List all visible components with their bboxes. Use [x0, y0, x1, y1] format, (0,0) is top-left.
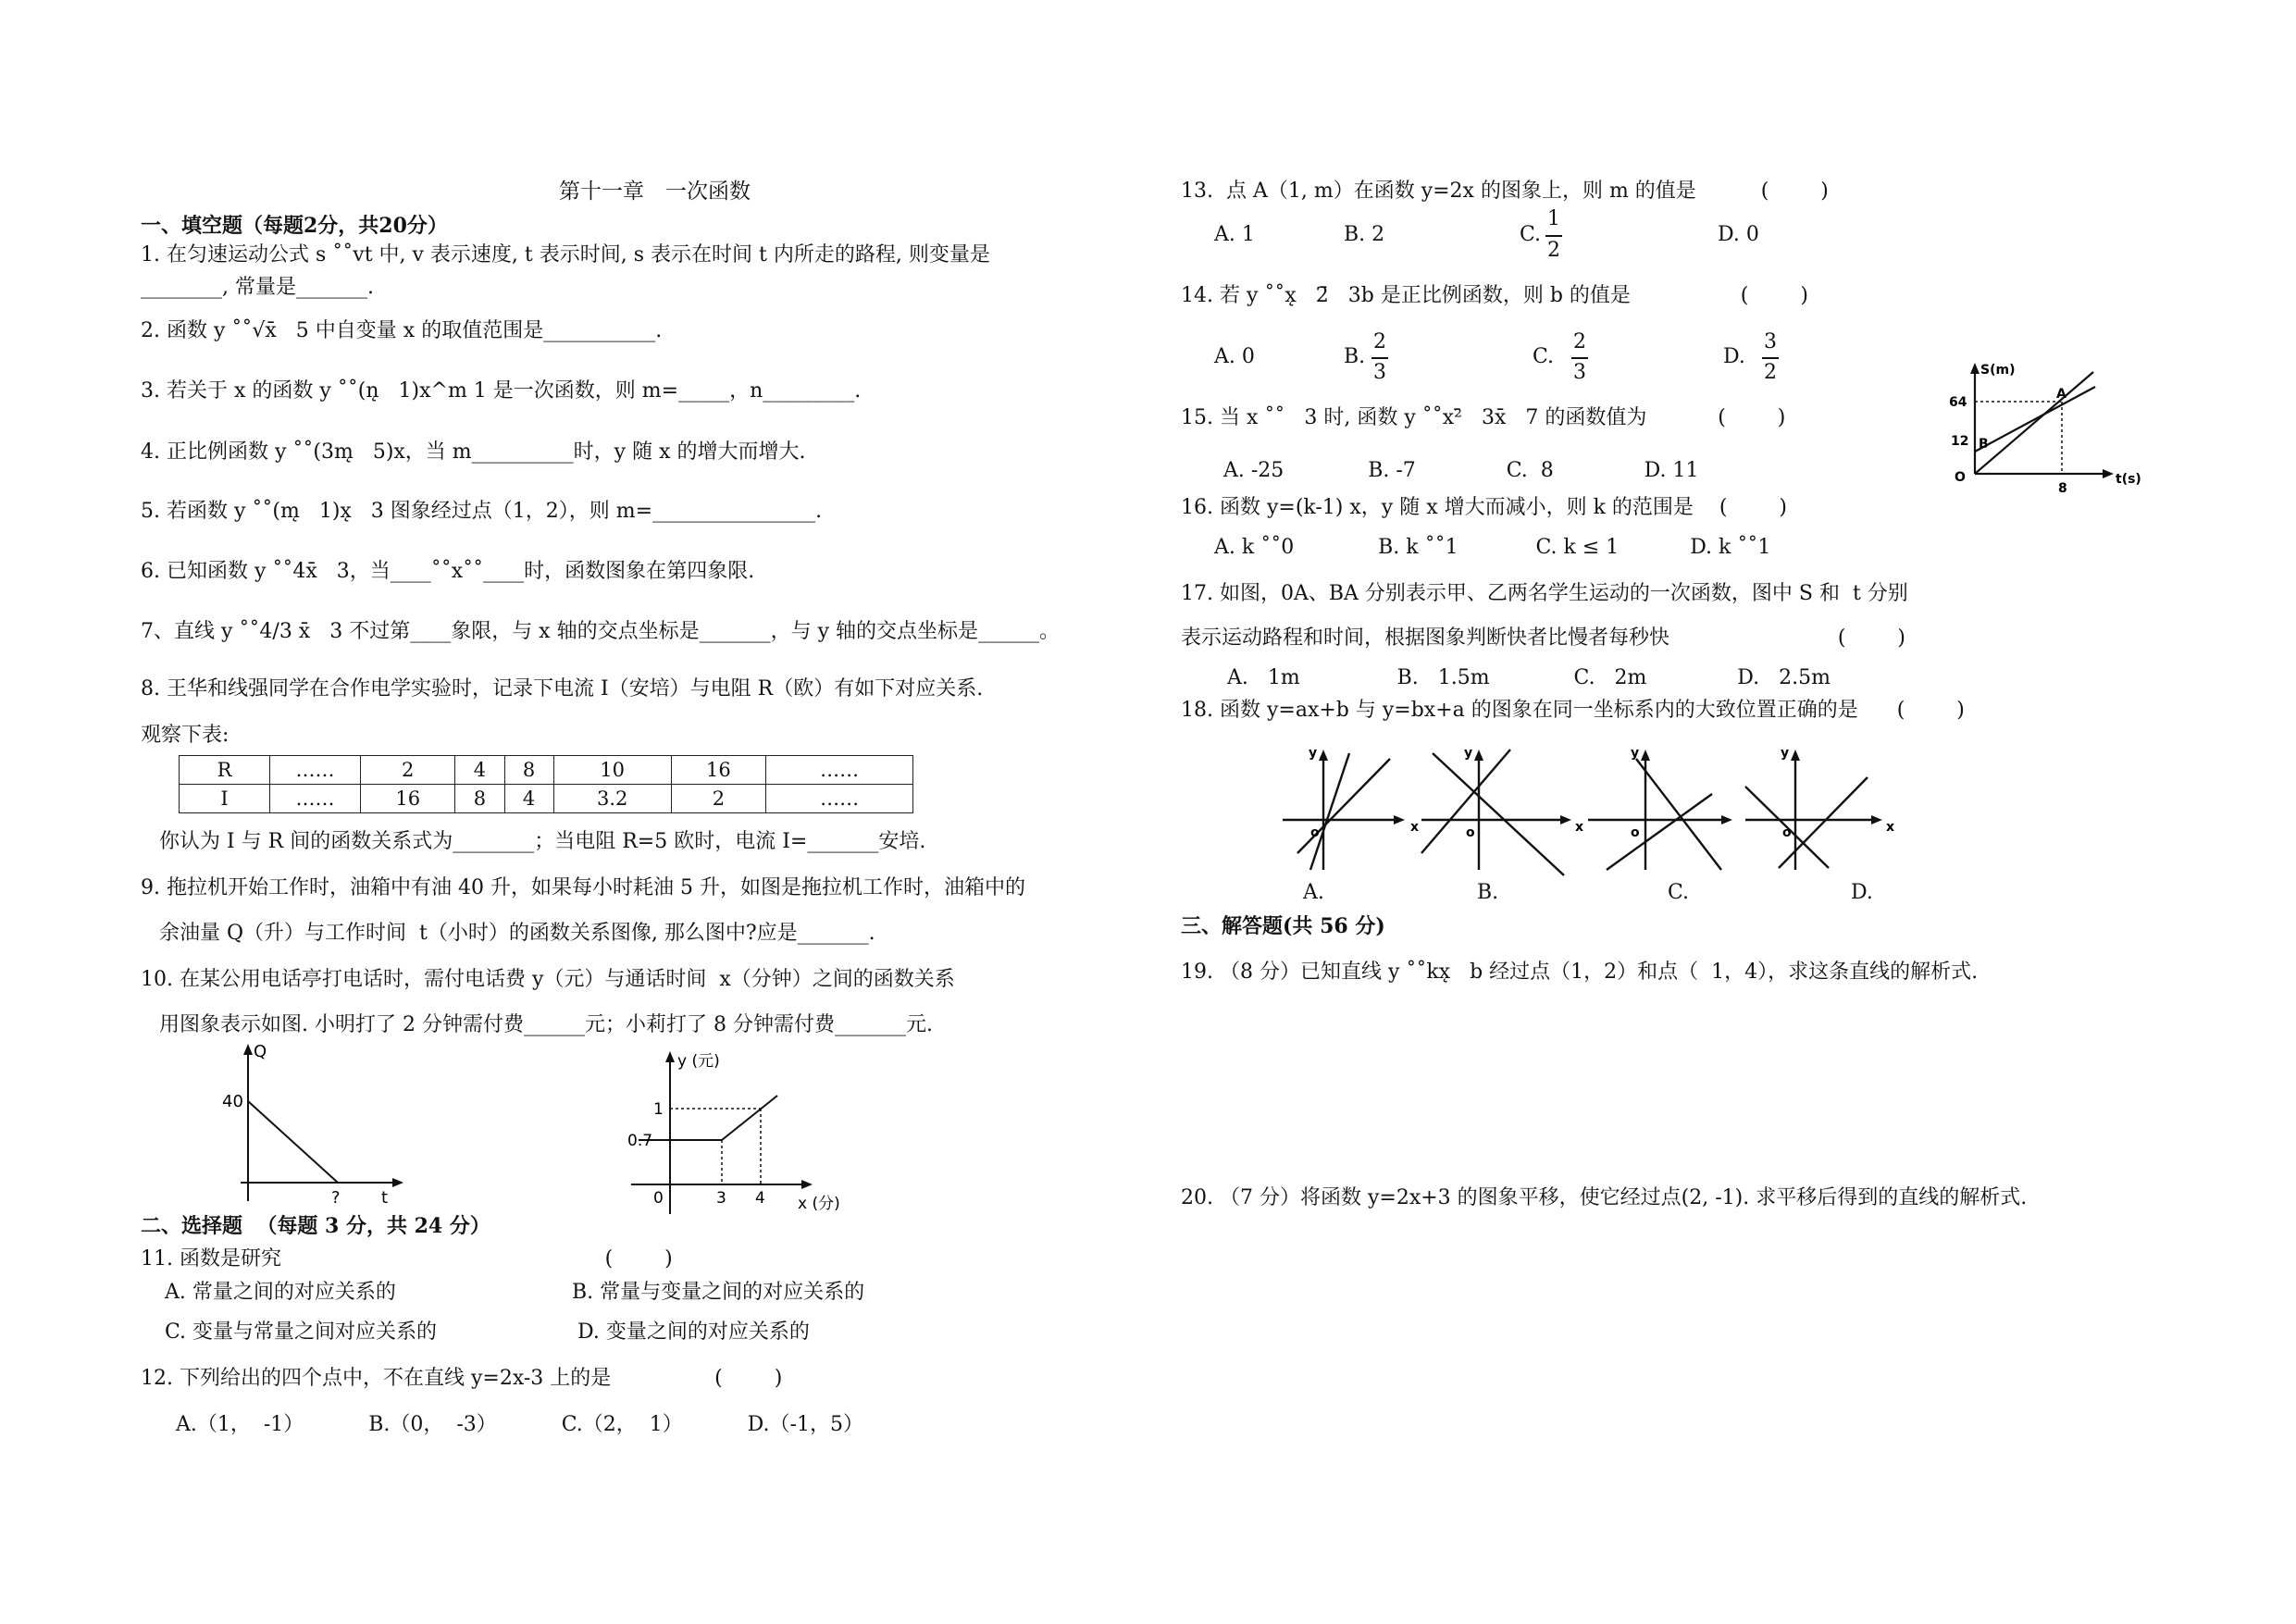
question-13-option-c: C. [1520, 223, 1542, 246]
axis-x-label: x [1886, 820, 1895, 835]
question-8-line1: 8. 王华和线强同学在合作电学实验时，记录下电流 I（安培）与电阻 R（欧）有如下对应关系. [141, 677, 984, 700]
table-cell: 3.2 [553, 785, 671, 813]
question-2: 2. 函数 y ˚˚√x̄ 5 中自变量 x 的取值范围是___________. [141, 319, 663, 342]
axis-y-label: y [1781, 746, 1790, 761]
motion-graph-origin: O [1955, 470, 1966, 485]
question-11-option-d: D. 变量之间的对应关系的 [577, 1320, 810, 1344]
question-11: 11. 函数是研究 ( ) [141, 1247, 673, 1271]
graph-option-b [1421, 746, 1583, 875]
question-16: 16. 函数 y=(k-1) x，y 随 x 增大而减小，则 k 的范围是 ( ) [1181, 496, 1787, 519]
table-cell: …… [766, 756, 913, 785]
motion-graph-point-b: B [1979, 437, 1989, 452]
table-cell: 10 [553, 756, 671, 785]
axis-x-label: x [1575, 820, 1584, 835]
question-11-option-b: B. 常量与变量之间的对应关系的 [572, 1281, 865, 1304]
graph-option-a [1283, 746, 1419, 870]
question-18-graphs [1283, 740, 1912, 888]
fuel-graph-ylabel: Q [254, 1042, 267, 1061]
question-18-label-b: B. [1477, 881, 1499, 904]
question-13-option-a: A. 1 [1214, 223, 1255, 246]
motion-graph-point-a: A [2056, 387, 2066, 402]
question-9-line2: 余油量 Q（升）与工作时间 t（小时）的函数关系图像, 那么图中?应是_______. [159, 922, 875, 945]
question-13-option-d: D. 0 [1718, 223, 1759, 246]
question-8-line2: 观察下表: [141, 724, 230, 747]
table-cell: 4 [455, 756, 504, 785]
table-cell: I [180, 785, 270, 813]
table-cell: 8 [455, 785, 504, 813]
resistance-current-table [179, 755, 913, 813]
table-cell: …… [270, 756, 361, 785]
question-13-c-numerator: 1 [1547, 207, 1560, 230]
question-1-line1: 1. 在匀速运动公式 s ˚˚vt 中, v 表示速度, t 表示时间, s 表示在时间 t 内所走的路程, 则变量是 [141, 243, 990, 267]
origin-label: o [1782, 825, 1792, 840]
table-cell: 16 [671, 756, 765, 785]
table-cell: …… [270, 785, 361, 813]
question-17-options: A. 1m B. 1.5m C. 2m D. 2.5m [1227, 666, 1831, 689]
question-14-d-denominator: 2 [1764, 361, 1777, 384]
section-fill-in: 一、填空题（每题2分，共20分） [141, 214, 448, 238]
phone-fee-xlabel: x (分) [798, 1195, 840, 1213]
question-6: 6. 已知函数 y ˚˚4x̄ 3，当____˚˚x˚˚____时，函数图象在第四象限. [141, 560, 755, 583]
question-12: 12. 下列给出的四个点中，不在直线 y=2x-3 上的是 ( ) [141, 1367, 783, 1390]
table-cell: 2 [671, 785, 765, 813]
question-10-line2: 用图象表示如图. 小明打了 2 分钟需付费______元；小莉打了 8 分钟需付费_______元. [159, 1013, 933, 1036]
question-18: 18. 函数 y=ax+b 与 y=bx+a 的图象在同一坐标系内的大致位置正确的是 ( ) [1181, 699, 1965, 722]
question-8-line3: 你认为 I 与 R 间的函数关系式为________；当电阻 R=5 欧时，电流 I=_______安培. [159, 830, 926, 853]
section-answer: 三、解答题(共 56 分) [1181, 914, 1385, 938]
question-11-option-c: C. 变量与常量之间对应关系的 [165, 1320, 438, 1344]
question-5: 5. 若函数 y ˚˚(m̨ 1)x̨ 3 图象经过点（1，2），则 m=________________. [141, 500, 823, 523]
question-17-line2: 表示运动路程和时间，根据图象判断快者比慢者每秒快 ( ) [1181, 626, 1905, 650]
axis-y-label: y [1309, 746, 1318, 761]
question-14-option-a: A. 0 [1214, 345, 1255, 368]
motion-graph-xlabel: t(s) [2116, 472, 2141, 487]
question-15: 15. 当 x ˚˚ 3 时, 函数 y ˚˚x²̄ 3x̄ 7 的函数值为 ( ) [1181, 406, 1786, 429]
question-13-option-b: B. 2 [1344, 223, 1385, 246]
question-13-c-denominator: 2 [1547, 239, 1560, 262]
question-14-b-denominator: 3 [1373, 361, 1386, 384]
question-16-options: A. k ˚˚0 B. k ˚˚1 C. k ≤ 1 D. k ˚˚1 [1214, 536, 1771, 559]
motion-graph [1940, 359, 2141, 507]
phone-fee-y1: 1 [653, 1100, 664, 1119]
table-cell: R [180, 756, 270, 785]
question-14-d-numerator: 3 [1764, 330, 1777, 353]
question-14-c-denominator: 3 [1573, 361, 1586, 384]
origin-label: o [1310, 825, 1320, 840]
question-9-line1: 9. 拖拉机开始工作时，油箱中有油 40 升，如果每小时耗油 5 升，如图是拖拉机工作时，油箱中的 [141, 876, 1025, 899]
axis-y-label: y [1631, 746, 1640, 761]
question-14-option-d: D. [1723, 345, 1745, 368]
phone-fee-graph [613, 1044, 840, 1220]
phone-fee-x1: 3 [716, 1189, 726, 1208]
motion-graph-y2: 12 [1951, 434, 1969, 449]
graph-option-c [1588, 746, 1732, 870]
fuel-graph-xlabel: t [381, 1188, 389, 1208]
phone-fee-x2: 4 [755, 1189, 765, 1208]
question-7: 7、直线 y ˚˚4/3 x̄ 3 不过第____象限，与 x 轴的交点坐标是_______，与 y 轴的交点坐标是______。 [141, 620, 1060, 643]
question-20: 20. （7 分）将函数 y=2x+3 的图象平移，使它经过点(2, -1). 求平移后得到的直线的解析式. [1181, 1186, 2028, 1209]
table-cell: 2 [361, 756, 455, 785]
question-10-line1: 10. 在某公用电话亭打电话时，需付电话费 y（元）与通话时间 x（分钟）之间的函数关系 [141, 968, 955, 991]
question-18-label-d: D. [1851, 881, 1873, 904]
table-row [180, 785, 913, 813]
table-cell: …… [766, 785, 913, 813]
page-title: 第十一章 一次函数 [559, 180, 751, 204]
table-cell: 16 [361, 785, 455, 813]
question-1-line2: ________, 常量是_______. [141, 276, 374, 299]
question-11-option-a: A. 常量之间的对应关系的 [165, 1281, 396, 1304]
fuel-graph-y0: 40 [222, 1092, 243, 1111]
question-14-option-b: B. [1344, 345, 1366, 368]
question-3: 3. 若关于 x 的函数 y ˚˚(n̨ 1)x^m 1 是一次函数，则 m=_____，n_________. [141, 379, 862, 403]
origin-label: o [1466, 825, 1475, 840]
motion-graph-ylabel: S(m) [1980, 363, 2016, 378]
table-cell: 4 [504, 785, 553, 813]
phone-fee-ylabel: y (元) [677, 1052, 720, 1071]
section-choice: 二、选择题 （每题 3 分，共 24 分） [141, 1214, 490, 1238]
phone-fee-origin: 0 [653, 1189, 664, 1208]
fuel-graph [222, 1044, 407, 1220]
question-4: 4. 正比例函数 y ˚˚(3m̨ 5)x，当 m__________时，y 随 x 的增大而增大. [141, 440, 806, 464]
axis-x-label: x [1410, 820, 1420, 835]
question-18-label-c: C. [1668, 881, 1690, 904]
table-cell: 8 [504, 756, 553, 785]
phone-fee-y2: 0.7 [627, 1132, 653, 1150]
axis-y-label: y [1464, 746, 1473, 761]
question-14-b-numerator: 2 [1373, 330, 1386, 353]
question-19: 19. （8 分）已知直线 y ˚˚kx̨ b 经过点（1，2）和点（ 1，4），求这条直线的解析式. [1181, 961, 1979, 984]
motion-graph-x1: 8 [2058, 481, 2067, 496]
fuel-graph-x0: ? [331, 1188, 341, 1208]
question-14-option-c: C. [1533, 345, 1555, 368]
origin-label: o [1631, 825, 1640, 840]
question-13: 13. 点 A（1, m）在函数 y=2x 的图象上，则 m 的值是 ( ) [1181, 180, 1829, 203]
question-18-label-a: A. [1303, 881, 1324, 904]
question-15-options: A. -25 B. -7 C. 8 D. 11 [1223, 459, 1699, 482]
question-12-options: A.（1， -1） B.（0， -3） C.（2， 1） D.（-1，5） [176, 1413, 863, 1436]
table-row [180, 756, 913, 785]
motion-graph-y1: 64 [1949, 395, 1967, 410]
question-14: 14. 若 y ˚˚x̨ 2̄ 3b 是正比例函数，则 b 的值是 ( ) [1181, 284, 1808, 307]
graph-option-d [1745, 746, 1894, 870]
question-14-c-numerator: 2 [1573, 330, 1586, 353]
question-17-line1: 17. 如图，0A、BA 分别表示甲、乙两名学生运动的一次函数，图中 S 和 t 分别 [1181, 582, 1908, 605]
